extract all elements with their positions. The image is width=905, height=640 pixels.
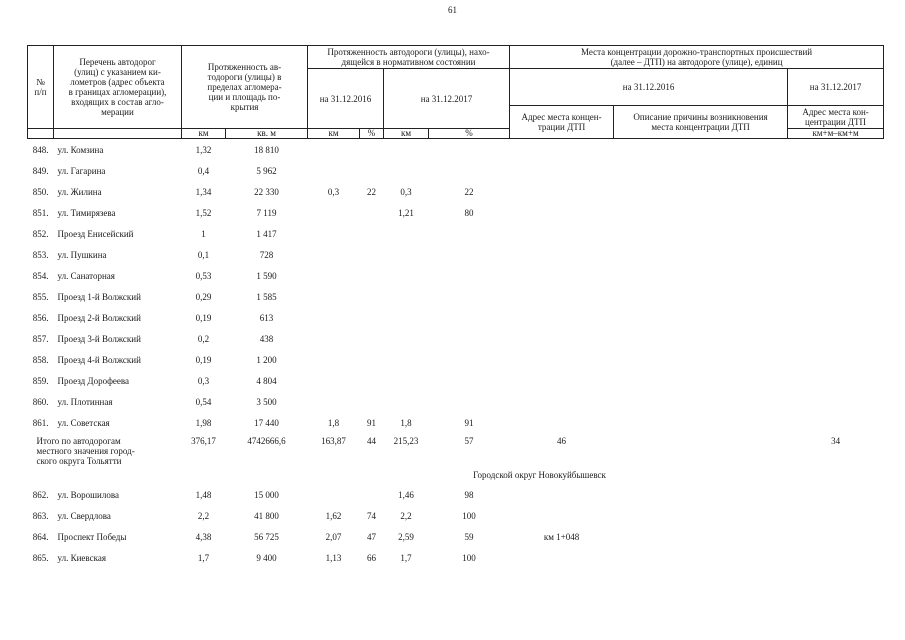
normative-2017-km (384, 244, 429, 265)
dtp-2017-address (788, 328, 884, 349)
header-road-list: Перечень автодорог (улиц) с указанием ки- лометров (адрес объекта в границах агломерации), входящих в состав агло- мерации (54, 46, 182, 129)
length-km: 0,3 (197, 375, 210, 386)
page-number: 61 (448, 5, 457, 15)
road-name: ул. Ворошилова (57, 489, 119, 500)
road-name: Проезд 2-й Волжский (57, 312, 141, 323)
normative-2017-km (384, 328, 429, 349)
header-dtp-description-2016: Описание причины возникновения места концентрации ДТП (614, 106, 788, 139)
length-km: 4,38 (195, 531, 212, 542)
section-row (28, 466, 884, 484)
road-name: ул. Пушкина (57, 249, 107, 260)
area-sq-m: 5 962 (256, 165, 277, 176)
normative-2016-percent (360, 160, 384, 181)
dtp-2016-address (510, 181, 614, 202)
dtp-2016-description (614, 328, 788, 349)
dtp-2016-address (510, 328, 614, 349)
normative-2017-km: 2,2 (400, 510, 412, 521)
table-total (28, 433, 884, 484)
row-number: 860. (32, 396, 49, 407)
road-name: ул. Советская (57, 417, 110, 428)
area-sq-m: 438 (259, 333, 274, 344)
normative-2017-percent: 80 (464, 207, 474, 218)
table-row (28, 328, 884, 349)
normative-2016-km: 2,07 (325, 531, 342, 542)
normative-2017-percent (429, 391, 510, 412)
road-name: ул. Тимирязева (57, 207, 116, 218)
dtp-2017-address (788, 181, 884, 202)
normative-2017-percent: 91 (464, 417, 474, 428)
total-dtp-2017-address: 34 (831, 436, 841, 447)
normative-2016-km (308, 265, 360, 286)
row-number: 851. (32, 207, 49, 218)
table-row (28, 202, 884, 223)
normative-2016-percent (360, 328, 384, 349)
road-name: Проспект Победы (57, 531, 127, 542)
dtp-2017-address (788, 286, 884, 307)
road-name: ул. Плотинная (57, 396, 113, 407)
road-name: Проезд 3-й Волжский (57, 333, 141, 344)
normative-2017-km (384, 370, 429, 391)
header-dtp-address-2017: Адрес места кон- центрации ДТП (788, 106, 884, 129)
table-row (28, 412, 884, 433)
header-number: № п/п (28, 46, 54, 129)
length-km: 1,34 (195, 186, 212, 197)
dtp-2016-description (614, 202, 788, 223)
length-km: 2,2 (197, 510, 210, 521)
unit-normative-2017-percent: % (429, 129, 510, 139)
row-number: 858. (32, 354, 49, 365)
normative-2016-km (308, 349, 360, 370)
normative-2017-percent (429, 370, 510, 391)
dtp-2016-description (614, 244, 788, 265)
dtp-2016-description (614, 349, 788, 370)
area-sq-m: 4 804 (256, 375, 277, 386)
road-name: ул. Санаторная (57, 270, 115, 281)
header-normative-2016: на 31.12.2016 (308, 69, 384, 129)
section-title: Городской округ Новокуйбышевск (473, 470, 606, 481)
length-km: 1 (201, 228, 206, 239)
dtp-2016-address (510, 307, 614, 328)
dtp-2016-address (510, 139, 614, 161)
table-row (28, 181, 884, 202)
normative-2016-km (308, 286, 360, 307)
dtp-2017-address (788, 160, 884, 181)
normative-2017-percent (429, 349, 510, 370)
dtp-2016-description (614, 160, 788, 181)
normative-2017-percent (429, 223, 510, 244)
dtp-2016-address (510, 505, 614, 526)
normative-2017-percent: 22 (464, 186, 474, 197)
dtp-2016-address (510, 391, 614, 412)
normative-2016-percent: 66 (367, 552, 377, 563)
area-sq-m: 17 440 (254, 417, 279, 428)
total-normative-2017-percent: 57 (464, 436, 474, 447)
total-dtp-2016-address: 46 (557, 436, 567, 447)
table-row (28, 265, 884, 286)
normative-2017-km (384, 139, 429, 161)
normative-2017-km (384, 391, 429, 412)
total-normative-2016-percent: 44 (367, 436, 377, 447)
length-km: 0,2 (197, 333, 210, 344)
row-number: 865. (32, 552, 49, 563)
table-row (28, 370, 884, 391)
table-row (28, 139, 884, 161)
total-normative-2017-km: 215,23 (393, 436, 419, 447)
normative-2017-km (384, 307, 429, 328)
area-sq-m: 56 725 (254, 531, 279, 542)
length-km: 1,52 (195, 207, 212, 218)
normative-2016-percent (360, 307, 384, 328)
row-number: 853. (32, 249, 49, 260)
dtp-2016-description (614, 223, 788, 244)
normative-2017-percent (429, 139, 510, 161)
dtp-2017-address (788, 391, 884, 412)
length-km: 0,19 (195, 312, 212, 323)
normative-2016-km: 1,13 (325, 552, 342, 563)
area-sq-m: 3 500 (256, 396, 277, 407)
normative-2017-percent: 100 (462, 510, 476, 521)
dtp-2016-address (510, 223, 614, 244)
row-number: 852. (32, 228, 49, 239)
header-dtp-places: Места концентрации дорожно-транспортных происшествий (далее – ДТП) на автодороге (улице), единиц (510, 46, 884, 69)
normative-2016-percent (360, 223, 384, 244)
total-label: Итого по автодорогам местного значения город- ского округа Тольятти (36, 436, 135, 467)
normative-2017-km (384, 286, 429, 307)
unit-area: кв. м (226, 129, 308, 139)
normative-2016-percent: 91 (367, 417, 377, 428)
normative-2016-percent: 74 (367, 510, 377, 521)
normative-2017-km: 1,21 (398, 207, 414, 218)
dtp-2017-address (788, 202, 884, 223)
normative-2016-km (308, 391, 360, 412)
normative-2016-km (308, 139, 360, 161)
length-km: 0,1 (197, 249, 210, 260)
area-sq-m: 613 (259, 312, 274, 323)
normative-2017-percent: 98 (464, 489, 474, 500)
normative-2017-percent: 100 (462, 552, 476, 563)
length-km: 1,48 (195, 489, 212, 500)
normative-2016-percent (360, 391, 384, 412)
length-km: 1,32 (195, 144, 212, 155)
dtp-2017-address (788, 526, 884, 547)
table-body-novokuybyshevsk (28, 484, 884, 568)
road-name: ул. Гагарина (57, 165, 106, 176)
road-name: ул. Свердлова (57, 510, 111, 521)
dtp-2016-address (510, 349, 614, 370)
normative-2017-percent: 59 (464, 531, 474, 542)
table-row (28, 391, 884, 412)
total-area: 4742666,6 (247, 436, 286, 447)
road-report-table (27, 45, 884, 568)
dtp-2016-address (510, 265, 614, 286)
dtp-2016-address: км 1+048 (543, 531, 580, 542)
dtp-2017-address (788, 139, 884, 161)
unit-km: км (182, 129, 226, 139)
dtp-2016-description (614, 484, 788, 505)
normative-2016-km (308, 370, 360, 391)
normative-2017-percent (429, 160, 510, 181)
length-km: 1,7 (197, 552, 210, 563)
normative-2016-percent (360, 244, 384, 265)
dtp-2016-address (510, 484, 614, 505)
length-km: 1,98 (195, 417, 212, 428)
row-number: 856. (32, 312, 49, 323)
dtp-2016-address (510, 547, 614, 568)
dtp-2017-address (788, 505, 884, 526)
row-number: 859. (32, 375, 49, 386)
unit-normative-2016-km: км (308, 129, 360, 139)
normative-2016-percent (360, 484, 384, 505)
normative-2017-km (384, 265, 429, 286)
road-name: ул. Жилина (57, 186, 102, 197)
normative-2017-percent (429, 265, 510, 286)
dtp-2017-address (788, 370, 884, 391)
unit-normative-2017-km: км (384, 129, 429, 139)
normative-2016-km (308, 202, 360, 223)
area-sq-m: 41 800 (254, 510, 279, 521)
header-normative-length: Протяженность автодороги (улицы), нахо- дящейся в нормативном состоянии (308, 46, 510, 69)
normative-2016-km (308, 484, 360, 505)
area-sq-m: 1 200 (256, 354, 277, 365)
area-sq-m: 9 400 (256, 552, 277, 563)
length-km: 0,19 (195, 354, 212, 365)
normative-2016-km: 1,62 (325, 510, 342, 521)
row-number: 862. (32, 489, 49, 500)
normative-2017-percent (429, 307, 510, 328)
table-row (28, 160, 884, 181)
normative-2016-km: 1,8 (327, 417, 340, 428)
road-name: ул. Киевская (57, 552, 106, 563)
header-length-area: Протяженность ав- тодороги (улицы) в пределах агломера- ции и площадь по- крытия (182, 46, 308, 129)
dtp-2016-address (510, 370, 614, 391)
area-sq-m: 22 330 (254, 186, 279, 197)
normative-2017-km (384, 160, 429, 181)
row-number: 864. (32, 531, 49, 542)
row-number: 854. (32, 270, 49, 281)
road-name: Проезд 1-й Волжский (57, 291, 141, 302)
dtp-2016-description (614, 139, 788, 161)
normative-2016-percent: 47 (367, 531, 377, 542)
dtp-2016-description (614, 526, 788, 547)
header-dtp-2017: на 31.12.2017 (788, 69, 884, 106)
header-dtp-address-2016: Адрес места концен- трации ДТП (510, 106, 614, 139)
table-row (28, 547, 884, 568)
road-name: Проезд Енисейский (57, 228, 134, 239)
table-row (28, 505, 884, 526)
dtp-2017-address (788, 349, 884, 370)
dtp-2016-address (510, 160, 614, 181)
dtp-2016-description (614, 412, 788, 433)
length-km: 0,4 (197, 165, 210, 176)
dtp-2017-address (788, 307, 884, 328)
dtp-2017-address (788, 244, 884, 265)
unit-empty (28, 129, 54, 139)
normative-2017-km: 1,8 (400, 417, 412, 428)
table-header (28, 46, 884, 139)
dtp-2016-description (614, 181, 788, 202)
area-sq-m: 728 (259, 249, 274, 260)
dtp-2016-address (510, 412, 614, 433)
normative-2016-percent: 22 (367, 186, 377, 197)
normative-2017-km: 2,59 (398, 531, 414, 542)
normative-2016-percent (360, 370, 384, 391)
normative-2016-percent (360, 349, 384, 370)
row-number: 849. (32, 165, 49, 176)
row-number: 848. (32, 144, 49, 155)
dtp-2016-description (614, 265, 788, 286)
area-sq-m: 1 590 (256, 270, 277, 281)
total-normative-2016-km: 163,87 (321, 436, 346, 447)
normative-2016-km (308, 244, 360, 265)
table-row (28, 484, 884, 505)
normative-2017-km (384, 349, 429, 370)
dtp-2016-description (614, 307, 788, 328)
table-row (28, 223, 884, 244)
row-number: 857. (32, 333, 49, 344)
dtp-2016-description (614, 370, 788, 391)
table-row (28, 526, 884, 547)
normative-2016-percent (360, 139, 384, 161)
normative-2016-percent (360, 265, 384, 286)
dtp-2017-address (788, 412, 884, 433)
dtp-2016-description (614, 286, 788, 307)
dtp-2016-address (510, 202, 614, 223)
total-dtp-2016-description (614, 433, 788, 466)
dtp-2017-address (788, 265, 884, 286)
total-km: 376,17 (191, 436, 216, 447)
row-number: 863. (32, 510, 49, 521)
area-sq-m: 15 000 (254, 489, 279, 500)
dtp-2016-description (614, 391, 788, 412)
road-name: ул. Комзина (57, 144, 104, 155)
dtp-2016-address (510, 286, 614, 307)
table-row (28, 244, 884, 265)
dtp-2016-description (614, 547, 788, 568)
table-row (28, 286, 884, 307)
normative-2016-percent (360, 202, 384, 223)
length-km: 0,29 (195, 291, 212, 302)
dtp-2017-address (788, 223, 884, 244)
unit-normative-2016-percent: % (360, 129, 384, 139)
row-number: 861. (32, 417, 49, 428)
normative-2017-percent (429, 244, 510, 265)
dtp-2017-address (788, 484, 884, 505)
normative-2016-km (308, 223, 360, 244)
total-row (28, 433, 884, 466)
header-normative-2017: на 31.12.2017 (384, 69, 510, 129)
normative-2017-percent (429, 286, 510, 307)
normative-2016-km (308, 160, 360, 181)
unit-empty (54, 129, 182, 139)
header-dtp-2016: на 31.12.2016 (510, 69, 788, 106)
area-sq-m: 1 585 (256, 291, 277, 302)
normative-2016-percent (360, 286, 384, 307)
dtp-2016-address (510, 244, 614, 265)
dtp-2017-address (788, 547, 884, 568)
road-name: Проезд 4-й Волжский (57, 354, 141, 365)
normative-2017-km: 0,3 (400, 186, 412, 197)
unit-dtp-2017-range: км+м–км+м (788, 129, 884, 139)
table-body-togliatti (28, 139, 884, 434)
row-number: 850. (32, 186, 49, 197)
area-sq-m: 18 810 (254, 144, 279, 155)
table-row (28, 349, 884, 370)
normative-2016-km (308, 328, 360, 349)
length-km: 0,54 (195, 396, 212, 407)
normative-2016-km (308, 307, 360, 328)
dtp-2016-description (614, 505, 788, 526)
table-row (28, 307, 884, 328)
length-km: 0,53 (195, 270, 212, 281)
area-sq-m: 7 119 (256, 207, 277, 218)
row-number: 855. (32, 291, 49, 302)
normative-2017-km: 1,7 (400, 552, 412, 563)
road-name: Проезд Дорофеева (57, 375, 130, 386)
normative-2016-km: 0,3 (327, 186, 340, 197)
normative-2017-percent (429, 328, 510, 349)
normative-2017-km: 1,46 (398, 489, 414, 500)
normative-2017-km (384, 223, 429, 244)
area-sq-m: 1 417 (256, 228, 277, 239)
